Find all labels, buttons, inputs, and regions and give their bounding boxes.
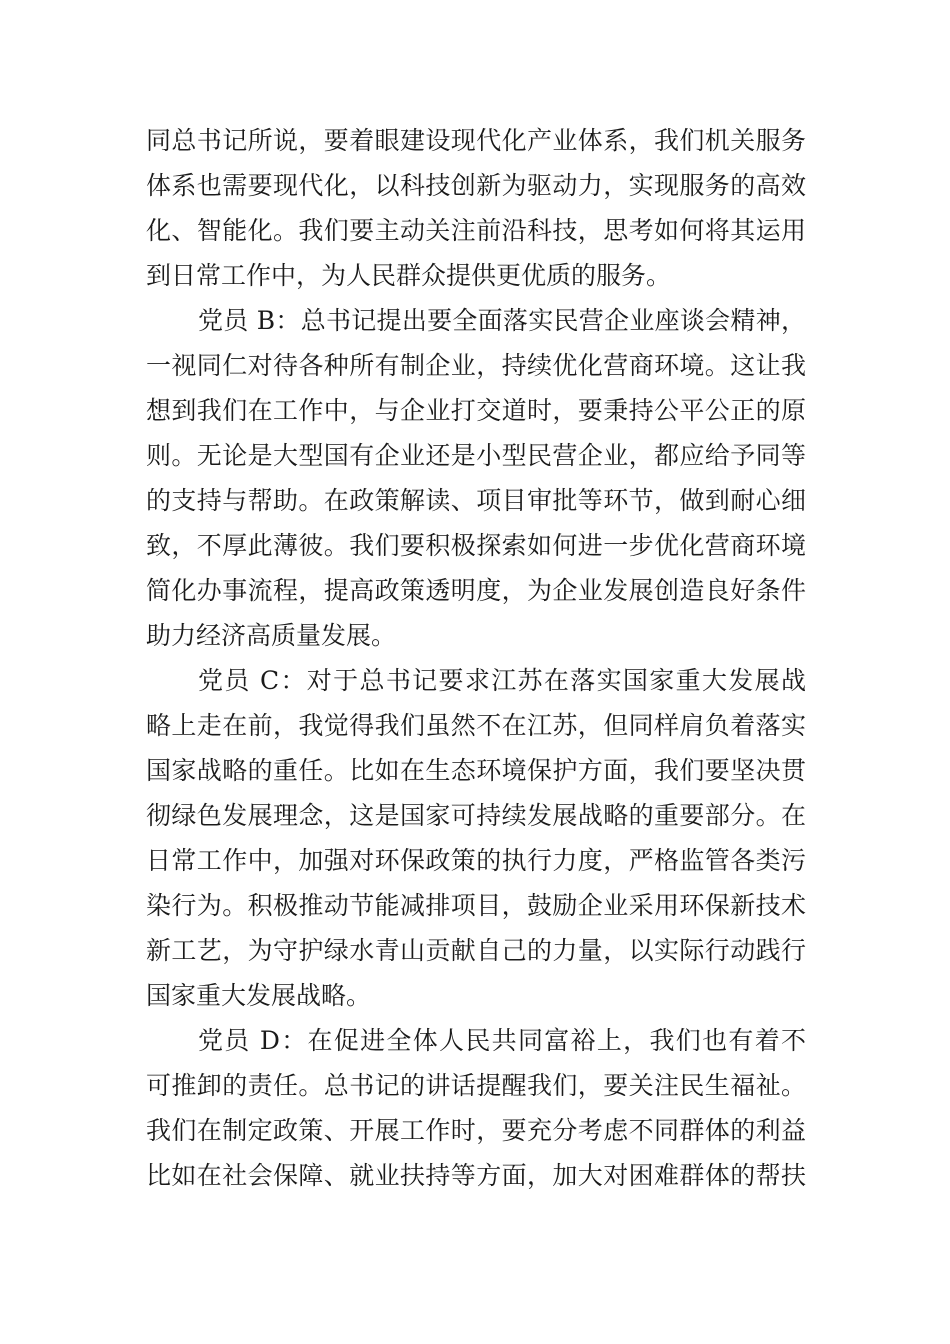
text-line: 的支持与帮助。在政策解读、项目审批等环节，做到耐心细 xyxy=(146,486,806,515)
text-line: 致，不厚此薄彼。我们要积极探索如何进一步优化营商环境 xyxy=(146,531,806,560)
text-line: 简化办事流程，提高政策透明度，为企业发展创造良好条件 xyxy=(146,576,806,605)
text-line: 助力经济高质量发展。 xyxy=(146,621,397,650)
text-line: 染行为。积极推动节能减排项目，鼓励企业采用环保新技术 xyxy=(146,891,806,920)
text-line: 党员 C：对于总书记要求江苏在落实国家重大发展战 xyxy=(198,666,806,695)
text-line: 到日常工作中，为人民群众提供更优质的服务。 xyxy=(146,261,672,290)
text-line: 体系也需要现代化，以科技创新为驱动力，实现服务的高效 xyxy=(146,171,806,200)
text-line: 略上走在前，我觉得我们虽然不在江苏，但同样肩负着落实 xyxy=(146,711,806,740)
text-line: 一视同仁对待各种所有制企业，持续优化营商环境。这让我 xyxy=(146,351,806,380)
body-text xyxy=(146,118,806,1198)
text-line: 化、智能化。我们要主动关注前沿科技，思考如何将其运用 xyxy=(146,216,806,245)
text-line: 则。无论是大型国有企业还是小型民营企业，都应给予同等 xyxy=(146,441,806,470)
text-line: 可推卸的责任。总书记的讲话提醒我们，要关注民生福祉。 xyxy=(146,1071,806,1100)
text-line: 党员 D：在促进全体人民共同富裕上，我们也有着不 xyxy=(198,1026,806,1055)
text-line: 新工艺，为守护绿水青山贡献自己的力量，以实际行动践行 xyxy=(146,936,806,965)
text-line: 党员 B：总书记提出要全面落实民营企业座谈会精神， xyxy=(198,306,806,335)
text-line: 国家战略的重任。比如在生态环境保护方面，我们要坚决贯 xyxy=(146,756,806,785)
text-line: 国家重大发展战略。 xyxy=(146,981,372,1010)
text-line: 比如在社会保障、就业扶持等方面，加大对困难群体的帮扶 xyxy=(146,1161,806,1190)
text-line: 彻绿色发展理念，这是国家可持续发展战略的重要部分。在 xyxy=(146,801,806,830)
text-line: 同总书记所说，要着眼建设现代化产业体系，我们机关服务 xyxy=(146,126,806,155)
text-line: 我们在制定政策、开展工作时，要充分考虑不同群体的利益 xyxy=(146,1116,806,1145)
text-line: 想到我们在工作中，与企业打交道时，要秉持公平公正的原 xyxy=(146,396,806,425)
text-line: 日常工作中，加强对环保政策的执行力度，严格监管各类污 xyxy=(146,846,806,875)
